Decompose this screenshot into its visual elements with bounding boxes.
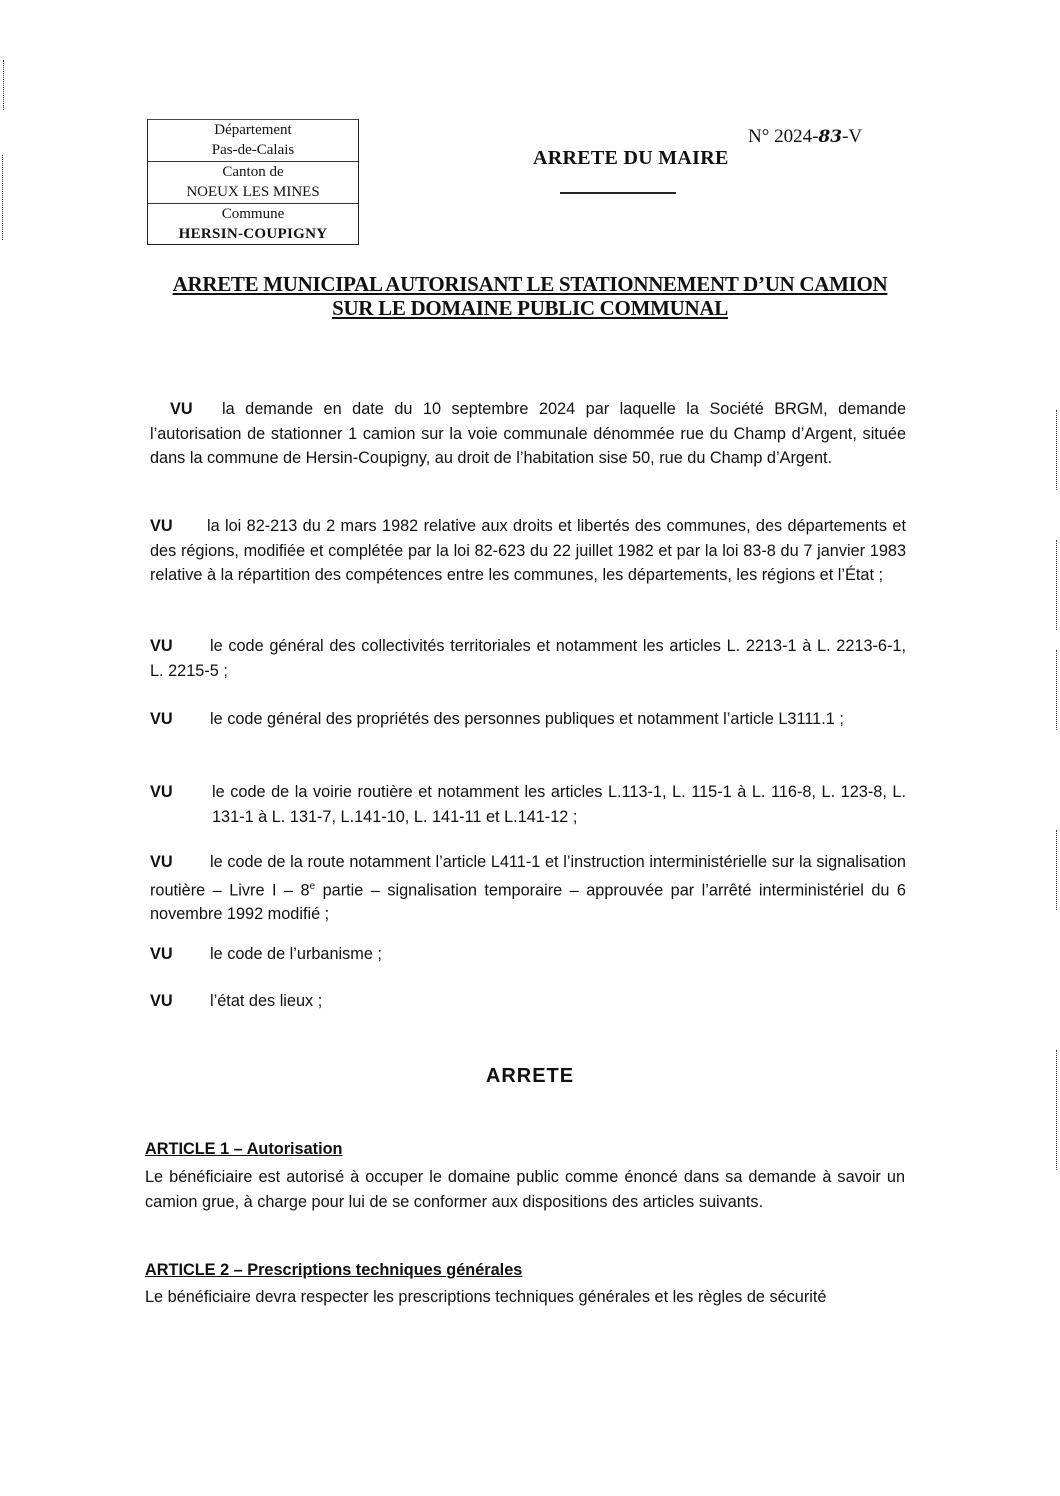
department-label: Département	[214, 122, 292, 138]
visa-label: VU	[150, 517, 173, 535]
arrete-number	[748, 126, 862, 148]
visa-item	[150, 850, 906, 927]
visa-item	[150, 514, 906, 588]
visa-item	[150, 634, 906, 683]
visa-label: VU	[150, 992, 173, 1010]
commune-row	[148, 204, 358, 245]
visa-text: partie – signalisation temporaire – approuvée par l’arrêté interministériel du 6 novembre 1992 modifié ;	[150, 880, 906, 924]
article-1-heading: ARTICLE 1 – Autorisation	[145, 1140, 343, 1158]
visa-text: la demande en date du 10 septembre 2024 par laquelle la Société BRGM, demande l’autorisation de stationner 1 camion sur la voie communale dénommée rue du Champ d’Argent, située dans la commune de Hersin-Coupigny, au droit de l’habitation sise 50, rue du Champ d’Argent.	[150, 400, 906, 467]
article-2-heading: ARTICLE 2 – Prescriptions techniques générales	[145, 1261, 523, 1279]
visa-item	[150, 707, 906, 732]
commune-label: Commune	[221, 206, 285, 222]
visa-label: VU	[150, 783, 173, 801]
visa-item	[150, 780, 906, 829]
visa-item	[150, 397, 906, 471]
visa-text: le code de la route notamment l’article L411-1 et l’instruction interministérielle sur la signalisation routière – Livre I – 8	[150, 853, 906, 899]
visa-text: la loi 82-213 du 2 mars 1982 relative aux droits et libertés des communes, des départements et des régions, modifiée et complétée par la loi 82-623 du 22 juillet 1982 et par la loi 83-8 du 7 janvier 1983 relative à la répartition des compétences entre les communes, les départements, les régions et l’État ;	[150, 517, 906, 584]
canton-value: NOEUX LES MINES	[186, 184, 320, 200]
visa-label: VU	[150, 710, 173, 728]
visa-text: le code général des propriétés des personnes publiques et notamment l’article L3111.1 ;	[210, 710, 844, 728]
visa-text: le code de l’urbanisme ;	[210, 945, 382, 963]
visa-text: le code de la voirie routière et notamment les articles L.113-1, L. 115-1 à L. 116-8, L. 123-8, L. 131-1 à L. 131-7, L.141-10, L. 141-11 et L.141-12 ;	[212, 783, 906, 826]
department-value: Pas-de-Calais	[211, 142, 295, 158]
scan-artifact-right	[1056, 830, 1057, 910]
scan-artifact-left	[3, 60, 4, 110]
document-title-line2: SUR LE DOMAINE PUBLIC COMMUNAL	[332, 296, 728, 320]
visa-superscript: e	[309, 880, 316, 892]
arrete-number-handwritten: 83	[818, 127, 843, 147]
article-1-body: Le bénéficiaire est autorisé à occuper le domaine public comme énoncé dans sa demande à savoir un camion grue, à charge pour lui de se conformer aux dispositions des articles suivants.	[145, 1168, 905, 1211]
visa-item	[150, 989, 906, 1014]
scan-artifact-right	[1056, 410, 1057, 490]
canton-row	[148, 162, 358, 204]
arrete-du-maire-heading: ARRETE DU MAIRE	[533, 147, 729, 169]
arrete-heading: ARRETE	[485, 1065, 575, 1087]
article-2-body: Le bénéficiaire devra respecter les prescriptions techniques générales et les règles de sécurité	[145, 1288, 827, 1306]
visa-text: le code général des collectivités territoriales et notamment les articles L. 2213-1 à L. 2213-6-1, L. 2215-5 ;	[150, 637, 906, 680]
scan-artifact-right	[1056, 540, 1057, 630]
visa-text: l’état des lieux ;	[210, 992, 323, 1010]
department-box	[147, 119, 359, 245]
visa-label: VU	[150, 637, 173, 655]
arrete-number-suffix: -V	[842, 126, 863, 147]
scan-artifact-right	[1056, 650, 1057, 730]
visa-label: VU	[170, 400, 193, 418]
canton-label: Canton de	[222, 164, 284, 180]
commune-value: HERSIN-COUPIGNY	[178, 226, 328, 242]
department-row	[148, 120, 358, 162]
visa-label: VU	[150, 853, 173, 871]
arrete-number-prefix: N° 2024-	[748, 126, 819, 147]
heading-rule	[560, 192, 676, 194]
scan-artifact-left	[2, 155, 3, 240]
document-title-line1: ARRETE MUNICIPAL AUTORISANT LE STATIONNEMENT D’UN CAMION	[172, 272, 888, 296]
document-title	[140, 272, 920, 320]
visa-item	[150, 942, 906, 967]
visa-label: VU	[150, 945, 173, 963]
